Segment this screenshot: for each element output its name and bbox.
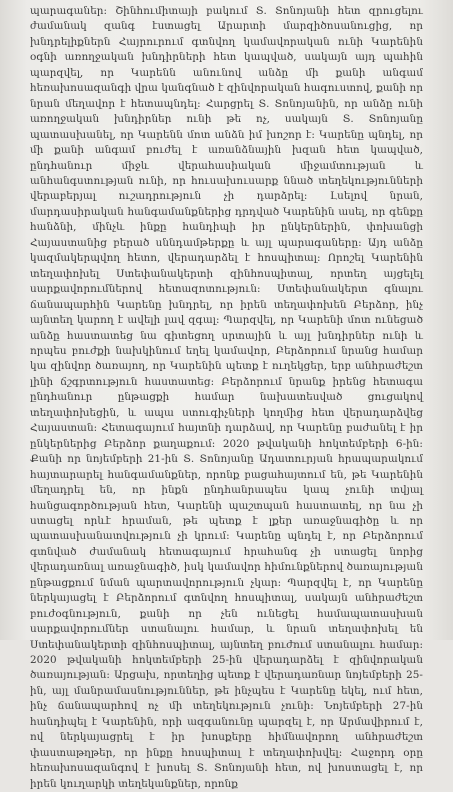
body-text: պարագաներ: Շինհումիտայի բակում Տ. Տոնոյանի հետ զրուցելու ժամանակ զանգ էստացել Արարտի մարզիծոսանուցից, որ խնդրելիքներն Հայրուրում գտնվող կամավորական ունի Կարենին օգնի առողջական խնդիրների հետ կապված, սակայն այդ պահին պարզվել, որ Կարենն անունով անձը մի քանի անգամ հեռախոսազանգի վրա կանգնած է զինվորական հագուստով, քանի որ նրան մեղավոր է հետապնդել: Հարցրել Տ. Տոնոյանին, որ անձը ունի առողջական խնդիրներ ունի թե ոչ, սակայն Տ. Տոնոյանը պատասխանել, որ Կարենն մոտ անձն իմ խոշոր է: Կարենը պնդել, որ մի քանի անգամ բուժել է առանձնային խզան հետ կապված, ընդհանուր միջև վերահասիական միջամտության և անհանգստության ունի, որ հուսախուսարք ննած տեղեկությունների վերաբերյալ ուշադրություն չի դարձրել: Լսելով նրան, մարդասիրական հանգամանքներից դրդված Կարենին ասել, որ գենքը հանձնի, մինչև ինքը հանդիպի իր ընկերներին, փոխանցի Հայաստանից բերած սննդամթերքը և այլ պարագաները: Այդ անձը կազմակերպվող հետո, վերադարձել է հոսպիտալ: Որոշել Կարենին տեղափոխել Ստեփանակերտի զինհոսպիտալ, որտեղ այցելել սարքավորումներով հետազոտություն: Ստեփանակերտ գնալու ճանապարհին Կարենը խնդրել, որ իրեն տեղափոխեն Բերձոր, ինչ այնտեղ կարող է ավելի լավ զգալ: Պարզվել, որ Կարենի մոտ ունեցած անձը հաստատեց նա գիտեցող սրտային և այլ խնդիրներ ունի և որպես բուժքի նախկինում եղել կամավոր, Բերձորում նրանց համար կա զինվոր ծառայող, որ Կարենին պետք է ուղեկցեր, երբ անհրաժեշտ լինի ճշգրտություն հաստատեց: Բերձորում նրանք իրենց հետագա ընդհանուր ընթացքի համար նախատեսված ցուցակով տեղափոխեցին, և ապա ստուգիչների կողմից հետ վերադարձվեց Հայաստան: Հետագայում հայտնի դարձավ, որ Կարենը բաժանել է իր ընկերներից Բերձոր քաղաքում: 2020 թվականի հոկտեմբերի 6-ին: Քանի որ նոյեմբերի 21-ին Տ. Տոնոյանը Ադատուրյան հրապարակում հայտարարել հանգամանքներ, որոնք բացահայտում են, թե Կարենին մեղադրել են, որ ինքն ընդհանրապես կապ չունի տվյալ հանցագործության հետ, Կարենի պաշտպան հաստատել, որ նա չի ստացել որևէ հրաման, թե պետք է լքեր առաջնագիծը և որ պատասխանատվություն չի կրում: Կարենը պնդել է, որ Բերձորում գտնված ժամանակ հետագայում հրահանգ չի ստացել նորից վերադառնալ առաջնագիծ, իսկ կամավոր հիմունքներով ծառայության ընթացքում նման պարտավորություն չկար: Պարզվել է, որ Կարենը ներկայացել է Բերձորում գտնվող հոսպիտալ, սակայն անհրաժեշտ բուժօգնություն, քանի որ չեն ունեցել համապատասխան սարքավորումներ ստանալու համար, և նրան տեղափոխել են Ստեփանակերտի զինհոսպիտալ, այնտեղ բուժում ստանալու համար: 2020 թվականի հոկտեմբերի 25-ին վերադարձել է զինվորական ծառայության: Արցախ, որտեղից պետք է վերադառնար նոյեմբերի 25-ին, այլ մանրամասնություններ, թե ինչպես է Կարենը եկել, ում հետ, ինչ ճանապարհով ոչ մի տեղեկություն չունի: Նոյեմբերի 27-ին հանդիպել է Կարենին, որի ազգանունը պարզել է, որ Արմավիրում է, ով ներկայացրել է իր խոսքերը հիմնավորող անհրաժեշտ փաստաթղթեր, որ ինքը հոսպիտալ է տեղափոխվել: Հաջորդ օրը հեռախոսազանգով է խոսել Տ. Տոնոյանի հետ, ով խոստացել է, որ իրեն կուղարկի տեղեկանքներ, որոնք [30,5,423,790]
